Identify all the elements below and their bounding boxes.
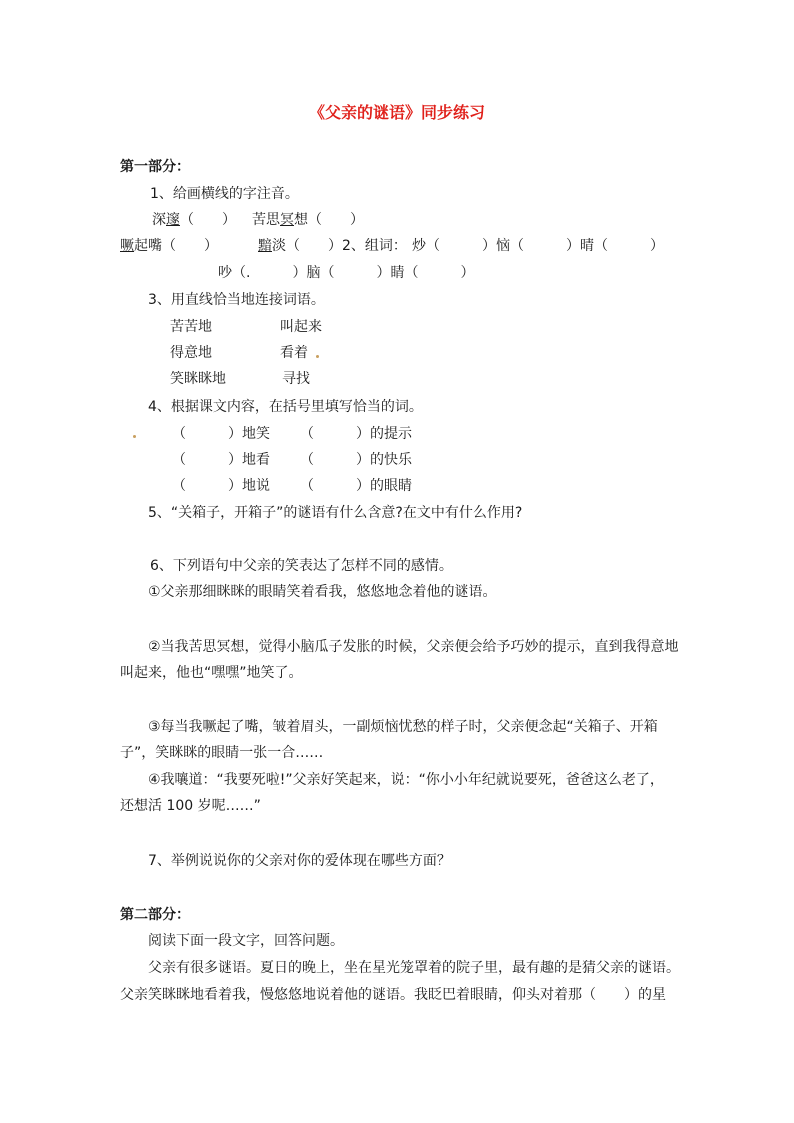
q6-sentence-2-line-2: 叫起来，他也“嘿嘿”地笑了。 xyxy=(120,665,303,681)
q2-prompt: 2、组词： xyxy=(342,238,407,254)
part2-passage-line-1: 父亲有很多谜语。夏日的晚上，坐在星光笼罩着的院子里，最有趣的是猜父亲的谜语。 xyxy=(148,960,680,976)
q1-word3-blank: 起嘴（ ） xyxy=(134,238,218,254)
q7-prompt: 7、举例说说你的父亲对你的爱体现在哪些方面？ xyxy=(148,853,451,869)
q6-prompt: 6、下列语句中父亲的笑表达了怎样不同的感情。 xyxy=(150,558,453,574)
q3-right-3: 寻找 xyxy=(282,371,310,387)
q6-sentence-1: ①父亲那细眯眯的眼睛笑着看我，悠悠地念着他的谜语。 xyxy=(148,584,497,600)
q2-row2: 吵（. ）脑（ ）睛（ ） xyxy=(218,265,475,281)
q3-left-3: 笑眯眯地 xyxy=(170,371,226,387)
stray-mark xyxy=(316,355,319,358)
q4-right-3: （ ）的眼睛 xyxy=(300,478,412,494)
q1-row2-b xyxy=(258,236,342,256)
q1-word2-pre: 苦思 xyxy=(252,212,280,228)
q1-word2-blank: 想（ ） xyxy=(294,212,364,228)
q4-right-2: （ ）的快乐 xyxy=(300,452,412,468)
q1-word4-underlined: 黯 xyxy=(258,238,272,254)
q1-row2-a xyxy=(120,236,218,256)
q3-left-2: 得意地 xyxy=(170,345,212,361)
q6-sentence-2-line-1: ②当我苦思冥想，觉得小脑瓜子发胀的时候，父亲便会给予巧妙的提示，直到我得意地 xyxy=(148,639,679,655)
q1-word1-underlined: 邃 xyxy=(166,212,180,228)
q3-prompt: 3、用直线恰当地连接词语。 xyxy=(148,292,325,308)
q2-row1: 炒（ ）恼（ ）晴（ ） xyxy=(412,238,664,254)
q6-sentence-4-line-1: ④我嚷道：“我要死啦!”父亲好笑起来，说：“你小小年纪就说要死，爸爸这么老了， xyxy=(148,772,664,788)
q4-right-1: （ ）的提示 xyxy=(300,426,412,442)
part2-instruction: 阅读下面一段文字，回答问题。 xyxy=(148,933,344,949)
page-title: 《父亲的谜语》同步练习 xyxy=(308,103,485,122)
part2-passage-line-2: 父亲笑眯眯地看着我，慢悠悠地说着他的谜语。我眨巴着眼睛，仰头对着那（ ）的星 xyxy=(120,987,666,1003)
q1-row1-b xyxy=(252,210,364,230)
q1-prompt: 1、给画横线的字注音。 xyxy=(150,186,299,202)
q1-word3-underlined: 噘 xyxy=(120,238,134,254)
q1-word4-blank: 淡（ ） xyxy=(272,238,342,254)
q3-left-1: 苦苦地 xyxy=(170,319,212,335)
q6-sentence-3-line-2: 子”，笑眯眯的眼睛一张一合…… xyxy=(120,745,324,761)
part2-heading: 第二部分： xyxy=(120,907,190,923)
q1-word1-blank: （ ） xyxy=(180,212,236,228)
q4-left-3: （ ）地说 xyxy=(172,478,270,494)
q5-prompt: 5、“关箱子，开箱子”的谜语有什么含意?在文中有什么作用? xyxy=(148,505,523,521)
q4-left-2: （ ）地看 xyxy=(172,452,270,468)
q1-word2-underlined: 冥 xyxy=(280,212,294,228)
q6-sentence-3-line-1: ③每当我噘起了嘴，皱着眉头，一副烦恼忧愁的样子时，父亲便念起“关箱子、开箱 xyxy=(148,719,658,735)
q1-row1 xyxy=(152,210,236,230)
stray-mark xyxy=(133,435,136,438)
q6-sentence-4-line-2: 还想活 100 岁呢……” xyxy=(120,798,261,814)
q3-right-2: 看着 xyxy=(280,345,308,361)
q1-word1-pre: 深 xyxy=(152,212,166,228)
part1-heading: 第一部分： xyxy=(120,159,190,175)
q3-right-1: 叫起来 xyxy=(280,319,322,335)
q4-left-1: （ ）地笑 xyxy=(172,426,270,442)
q4-prompt: 4、根据课文内容，在括号里填写恰当的词。 xyxy=(148,399,423,415)
